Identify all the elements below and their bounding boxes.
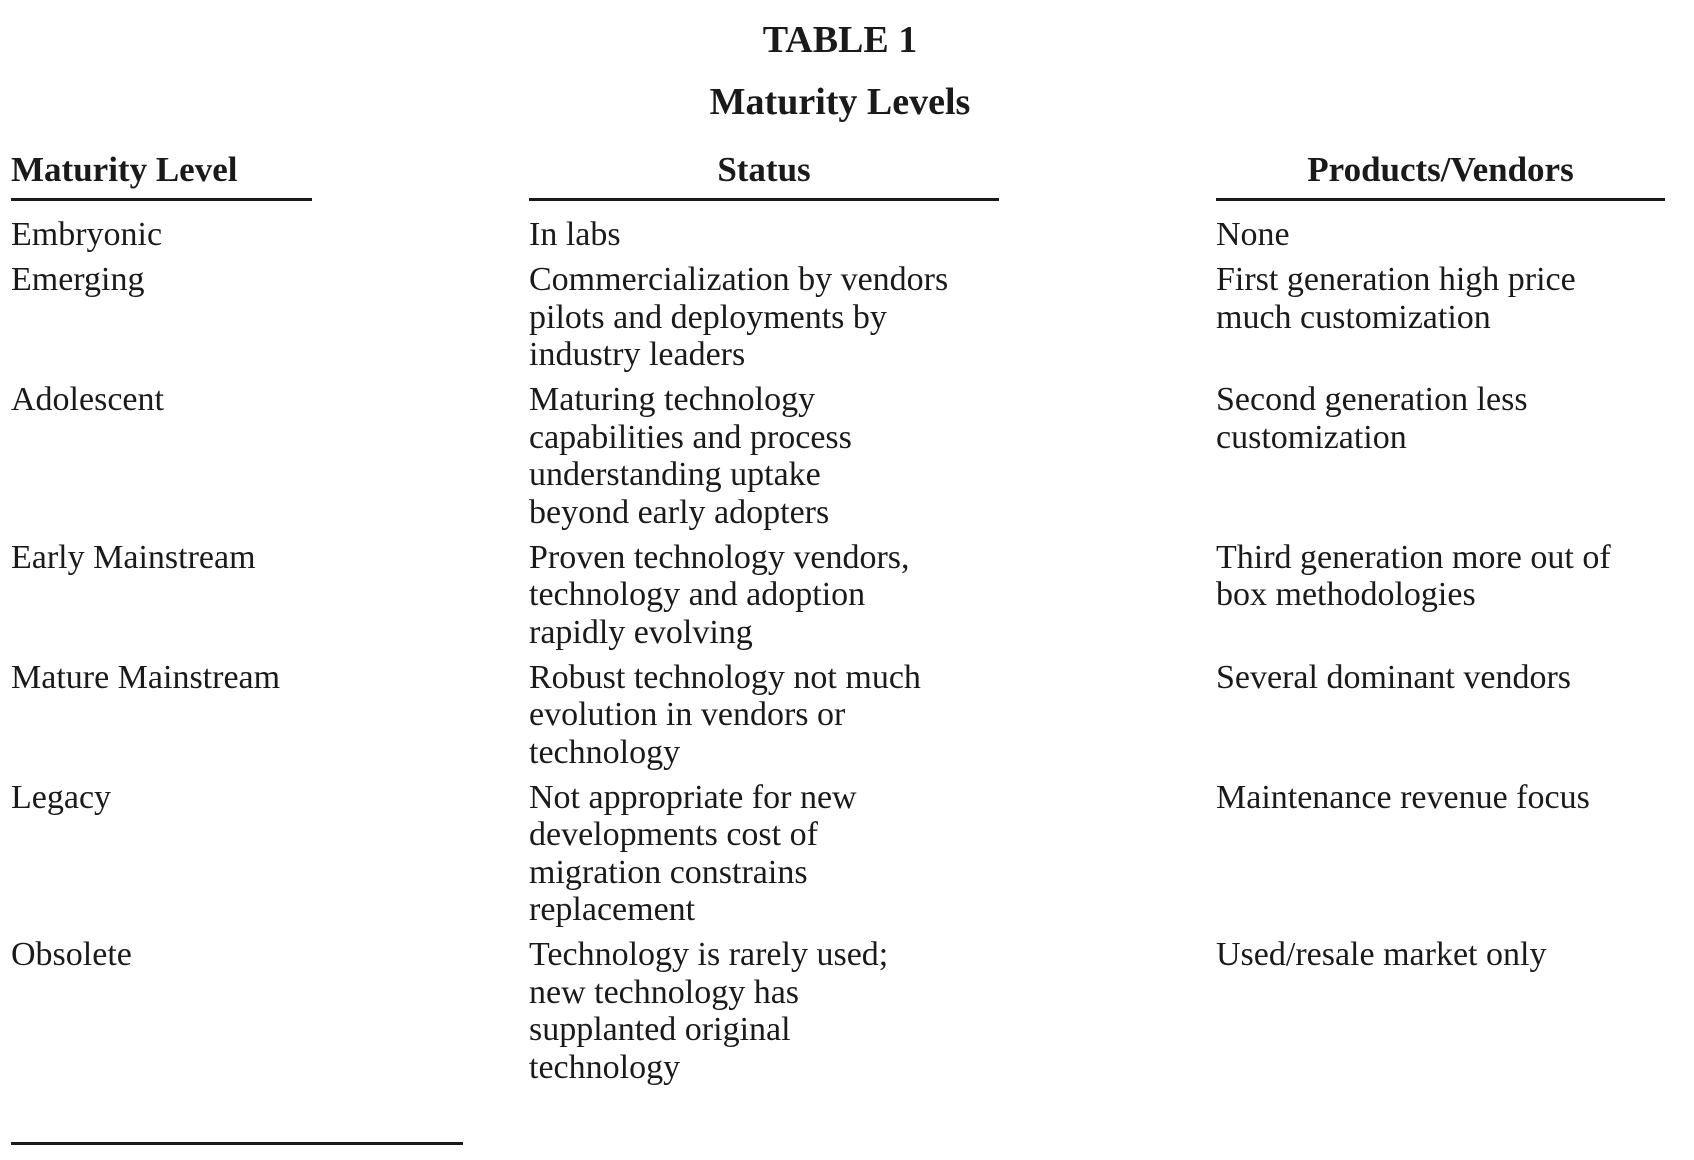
status-line: capabilities and process (529, 418, 852, 456)
header-products-vendors: Products/Vendors (1216, 150, 1665, 201)
products-line: Maintenance revenue focus (1216, 778, 1590, 816)
status-cell (529, 936, 1167, 1086)
status-line: technology (529, 733, 681, 771)
status-line: migration constrains (529, 853, 808, 891)
table-row (0, 779, 1694, 929)
status-line: new technology has (529, 973, 800, 1011)
products-line: Second generation less (1216, 381, 1528, 418)
maturity-level-cell: Adolescent (11, 381, 164, 418)
status-line: Commercialization by vendors (529, 261, 949, 298)
products-line: box methodologies (1216, 576, 1476, 613)
products-line: First generation high price (1216, 261, 1576, 298)
status-line: supplanted original (529, 1011, 791, 1048)
status-line: In labs (529, 216, 621, 253)
status-line: Proven technology vendors, (529, 538, 910, 576)
products-vendors-cell (1216, 779, 1694, 817)
table-row (0, 261, 1694, 374)
table-row (0, 539, 1694, 652)
status-cell (529, 539, 1167, 652)
maturity-level-cell: Early Mainstream (11, 538, 256, 576)
products-line: customization (1216, 418, 1407, 456)
status-line: pilots and deployments by (529, 298, 887, 336)
status-line: Not appropriate for new (529, 778, 857, 816)
status-line: Technology is rarely used; (529, 936, 889, 973)
status-line: Maturing technology (529, 381, 816, 418)
products-line: much customization (1216, 298, 1491, 336)
products-line: Used/resale market only (1216, 936, 1547, 973)
header-status: Status (529, 150, 999, 201)
maturity-level-cell: Legacy (11, 778, 112, 816)
table-number: TABLE 1 (762, 19, 918, 61)
maturity-level-cell: Emerging (11, 261, 145, 298)
status-cell (529, 779, 1167, 929)
status-cell (529, 381, 1167, 531)
products-line: Several dominant vendors (1216, 658, 1572, 696)
status-line: beyond early adopters (529, 493, 830, 531)
products-vendors-cell (1216, 539, 1694, 614)
footnote-divider (11, 1142, 463, 1145)
products-line: Third generation more out of (1216, 538, 1611, 576)
status-cell (529, 216, 1167, 254)
status-line: technology (529, 1048, 681, 1086)
products-vendors-cell (1216, 659, 1694, 697)
table-row (0, 659, 1694, 772)
table-body (0, 216, 1694, 1094)
status-cell (529, 659, 1167, 772)
table-row (0, 381, 1694, 531)
products-vendors-cell (1216, 261, 1694, 336)
products-vendors-cell (1216, 936, 1694, 974)
status-line: technology and adoption (529, 576, 866, 613)
maturity-level-cell: Mature Mainstream (11, 658, 281, 696)
status-line: understanding uptake (529, 456, 821, 493)
table-row (0, 936, 1694, 1086)
status-cell (529, 261, 1167, 374)
maturity-level-cell: Obsolete (11, 936, 132, 973)
status-line: rapidly evolving (529, 613, 753, 651)
table-row (0, 216, 1694, 254)
status-line: Robust technology not much (529, 658, 921, 696)
status-line: evolution in vendors or (529, 696, 846, 733)
status-line: industry leaders (529, 336, 746, 373)
maturity-level-cell: Embryonic (11, 216, 163, 253)
status-line: replacement (529, 891, 696, 928)
status-line: developments cost of (529, 816, 818, 853)
products-vendors-cell (1216, 381, 1694, 456)
header-maturity-level: Maturity Level (11, 150, 312, 201)
products-vendors-cell (1216, 216, 1694, 254)
products-line: None (1216, 216, 1290, 253)
table-title: Maturity Levels (709, 81, 971, 123)
